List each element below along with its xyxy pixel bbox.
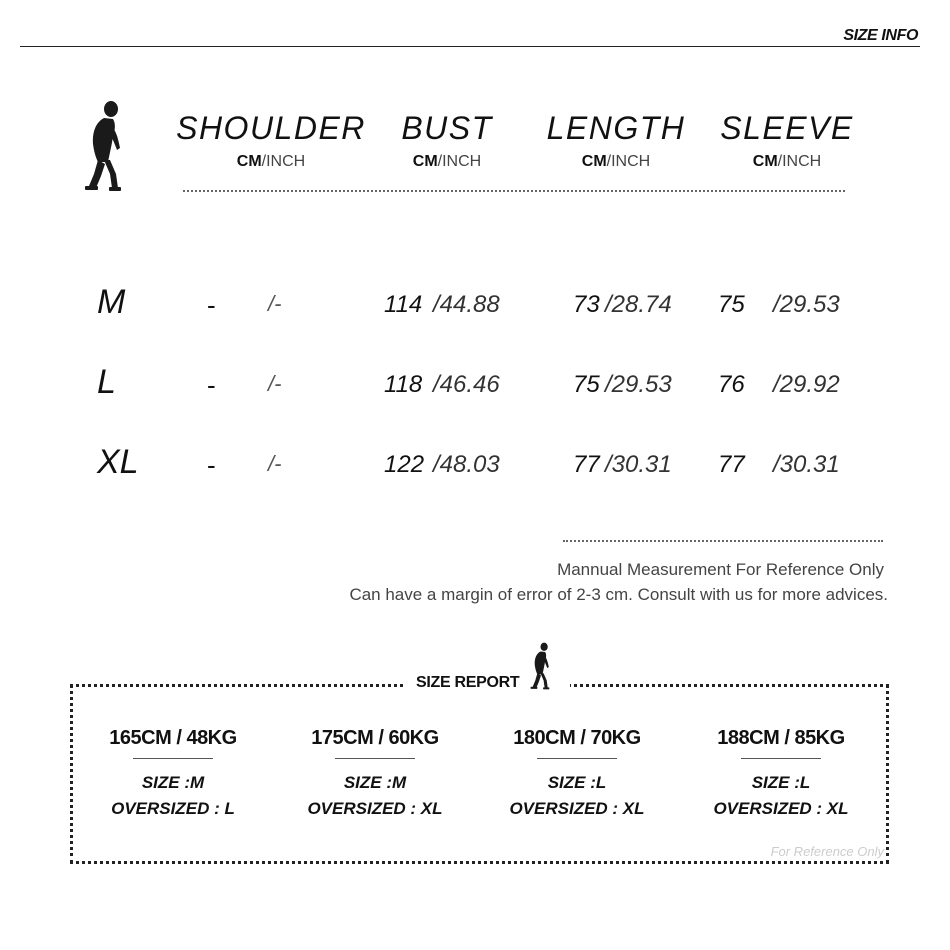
bust-cm: 122 xyxy=(384,451,425,478)
column-unit: CM/INCH xyxy=(236,153,306,170)
column-name: BUST xyxy=(401,110,493,146)
size-label: XL xyxy=(97,443,139,481)
top-divider xyxy=(20,46,920,47)
page-title: SIZE INFO xyxy=(843,27,918,44)
height-weight: 180CM / 70KG xyxy=(513,727,641,749)
shoulder-cm: - xyxy=(207,370,216,400)
size-label: L xyxy=(97,363,116,401)
column-header-bust xyxy=(372,110,522,171)
walking-figure-icon xyxy=(528,641,554,691)
size-report-entry xyxy=(477,727,677,819)
column-name: LENGTH xyxy=(546,110,686,146)
height-weight: 165CM / 48KG xyxy=(109,727,237,749)
notes-dotted-divider xyxy=(563,540,883,542)
size-report-title: SIZE REPORT xyxy=(416,674,520,691)
column-name: SHOULDER xyxy=(176,110,366,146)
sleeve-cm: 76 xyxy=(718,371,745,398)
shoulder-cm: - xyxy=(207,450,216,480)
oversized-size: OVERSIZED : XL xyxy=(713,799,849,818)
shoulder-cm: - xyxy=(207,290,216,320)
bust-inch: /44.88 xyxy=(433,291,500,318)
height-weight: 175CM / 60KG xyxy=(311,727,439,749)
sleeve-cm: 77 xyxy=(718,451,745,478)
margin-note: Can have a margin of error of 2-3 cm. Consult with us for more advices. xyxy=(349,585,888,604)
sleeve-inch: /29.92 xyxy=(773,371,840,398)
shoulder-inch: /- xyxy=(268,291,282,316)
column-unit: CM/INCH xyxy=(412,153,482,170)
length-inch: /30.31 xyxy=(605,451,672,478)
length-cm: 73 xyxy=(573,291,600,318)
shoulder-inch: /- xyxy=(268,451,282,476)
column-header-length xyxy=(536,110,696,171)
entry-underline xyxy=(741,758,821,759)
oversized-size: OVERSIZED : L xyxy=(111,799,235,818)
recommended-size: SIZE :L xyxy=(751,773,811,792)
recommended-size: SIZE :M xyxy=(343,773,407,792)
bust-inch: /48.03 xyxy=(433,451,500,478)
oversized-size: OVERSIZED : XL xyxy=(307,799,443,818)
entry-underline xyxy=(133,758,213,759)
entry-underline xyxy=(335,758,415,759)
column-header-sleeve xyxy=(712,110,862,171)
length-inch: /28.74 xyxy=(605,291,672,318)
walking-figure-icon xyxy=(80,100,130,192)
length-cm: 75 xyxy=(573,371,600,398)
column-header-shoulder xyxy=(176,110,366,171)
recommended-size: SIZE :L xyxy=(547,773,607,792)
column-unit: CM/INCH xyxy=(581,153,651,170)
size-label: M xyxy=(97,283,126,321)
length-cm: 77 xyxy=(573,451,600,478)
sleeve-inch: /30.31 xyxy=(773,451,840,478)
column-name: SLEEVE xyxy=(720,110,854,146)
shoulder-inch: /- xyxy=(268,371,282,396)
column-unit: CM/INCH xyxy=(752,153,822,170)
measurement-note: Mannual Measurement For Reference Only xyxy=(557,560,884,579)
sleeve-inch: /29.53 xyxy=(773,291,840,318)
recommended-size: SIZE :M xyxy=(141,773,205,792)
bust-cm: 114 xyxy=(384,291,423,318)
bust-inch: /46.46 xyxy=(433,371,500,398)
reference-footnote: For Reference Only xyxy=(770,844,884,859)
entry-underline xyxy=(537,758,617,759)
sleeve-cm: 75 xyxy=(718,291,745,318)
height-weight: 188CM / 85KG xyxy=(717,727,845,749)
size-report-entry xyxy=(275,727,475,819)
size-report-entry xyxy=(73,727,273,819)
header-dotted-divider xyxy=(183,190,845,192)
bust-cm: 118 xyxy=(384,371,423,398)
length-inch: /29.53 xyxy=(605,371,672,398)
oversized-size: OVERSIZED : XL xyxy=(509,799,645,818)
size-report-entry xyxy=(681,727,881,819)
